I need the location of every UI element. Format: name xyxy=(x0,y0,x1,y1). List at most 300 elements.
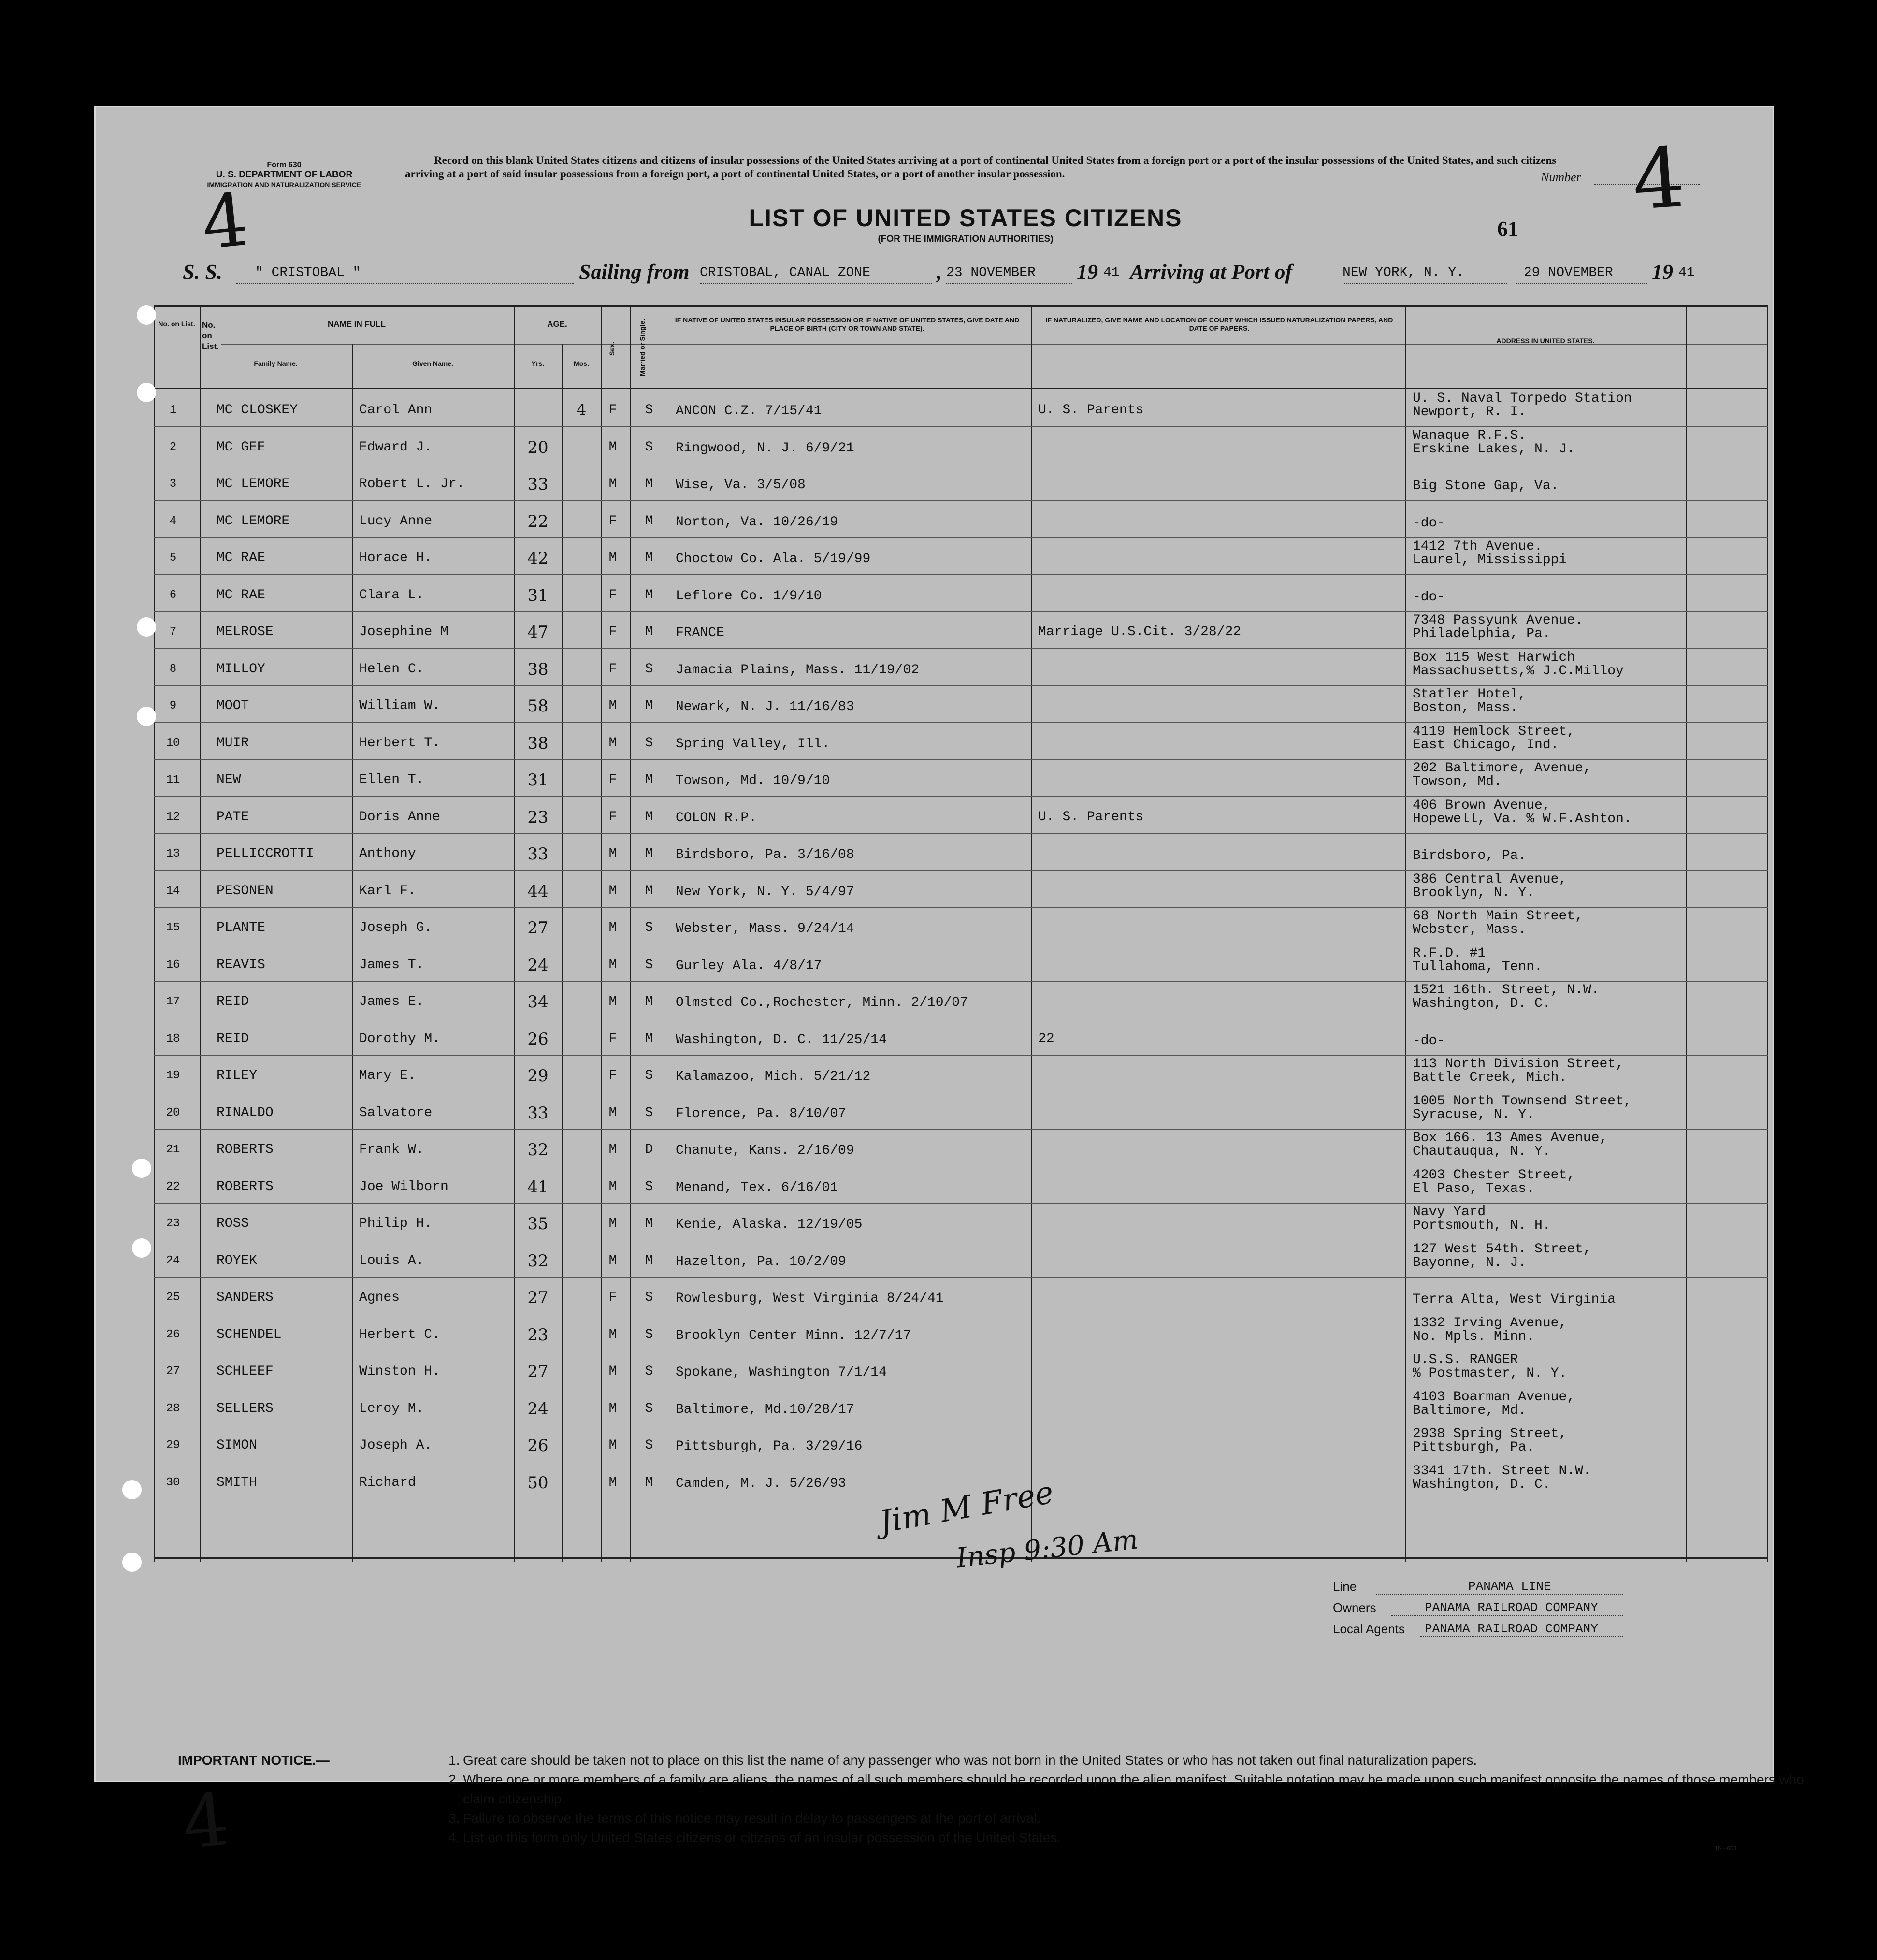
address-line-2: Hopewell, Va. % W.F.Ashton. xyxy=(1413,811,1632,827)
header-age: AGE. xyxy=(547,319,567,329)
row-number: 25 xyxy=(166,1291,180,1304)
birth-place-date: Washington, D. C. 11/25/14 xyxy=(676,1032,887,1047)
age-years: 26 xyxy=(527,1029,549,1049)
birth-place-date: Wise, Va. 3/5/08 xyxy=(676,478,806,493)
voyage-line xyxy=(183,260,1777,289)
birth-place-date: Newark, N. J. 11/16/83 xyxy=(676,699,854,714)
family-name: MILLOY xyxy=(217,661,265,677)
given-name: Frank W. xyxy=(359,1142,424,1157)
address xyxy=(1413,540,1567,567)
marital-status: M xyxy=(645,1475,653,1490)
birth-place-date: Rowlesburg, West Virginia 8/24/41 xyxy=(676,1291,944,1306)
sex: F xyxy=(608,403,617,418)
given-name: Leroy M. xyxy=(359,1401,424,1416)
address-line-2: El Paso, Texas. xyxy=(1413,1181,1535,1196)
address-line-2: Newport, R. I. xyxy=(1413,405,1527,420)
row-number: 27 xyxy=(166,1365,180,1378)
address-line-1: 386 Central Avenue, xyxy=(1413,871,1567,887)
address-line-2: -do- xyxy=(1413,1033,1445,1048)
number-value: 4 xyxy=(1629,130,1688,229)
marital-status: D xyxy=(645,1142,653,1157)
age-years: 58 xyxy=(527,697,549,716)
arriving-year-prefix: 19 xyxy=(1652,260,1673,284)
address-line-2: Terra Alta, West Virginia xyxy=(1413,1292,1616,1307)
punch-hole xyxy=(122,1553,142,1572)
table-row xyxy=(154,575,1768,612)
table-row xyxy=(154,501,1768,538)
address xyxy=(1413,1169,1575,1196)
age-years: 22 xyxy=(527,511,549,531)
address xyxy=(1413,1279,1616,1307)
marital-status: M xyxy=(645,698,653,713)
marital-status: S xyxy=(645,735,653,751)
agents-value: PANAMA RAILROAD COMPANY xyxy=(1425,1622,1598,1636)
family-name: PELLICCROTTI xyxy=(217,846,314,861)
birth-place-date: Jamacia Plains, Mass. 11/19/02 xyxy=(676,662,920,678)
address-line-2: Baltimore, Md. xyxy=(1413,1403,1527,1418)
given-name: Robert L. Jr. xyxy=(359,477,465,492)
birth-place-date: Spokane, Washington 7/1/14 xyxy=(676,1365,887,1380)
family-name: PESONEN xyxy=(217,883,274,899)
family-name: MELROSE xyxy=(217,624,274,639)
sailing-year: 41 xyxy=(1103,265,1120,280)
given-name: Joseph A. xyxy=(359,1438,433,1453)
row-number: 1 xyxy=(169,404,177,417)
address-line-1: Wanaque R.F.S. xyxy=(1413,428,1527,443)
given-name: Mary E. xyxy=(359,1068,416,1083)
address-line-1: 3341 17th. Street N.W. xyxy=(1413,1463,1591,1479)
birth-place-date: Norton, Va. 10/26/19 xyxy=(676,514,838,530)
given-name: Karl F. xyxy=(359,883,416,899)
address-line-1: 406 Brown Avenue, xyxy=(1413,798,1551,813)
row-number: 23 xyxy=(166,1217,180,1230)
address-line-2: Erskine Lakes, N. J. xyxy=(1413,441,1575,457)
sex: M xyxy=(608,551,617,566)
address xyxy=(1413,1132,1607,1159)
address-line-1: Box 115 West Harwich xyxy=(1413,650,1575,665)
family-name: SIMON xyxy=(217,1438,258,1453)
header-no-label: No. on List. xyxy=(158,320,195,328)
address xyxy=(1413,1058,1624,1085)
row-number: 16 xyxy=(166,958,180,972)
row-number: 29 xyxy=(166,1439,180,1452)
address-line-2: Big Stone Gap, Va. xyxy=(1413,479,1559,494)
address-line-1: 1412 7th Avenue. xyxy=(1413,539,1543,554)
age-years: 32 xyxy=(527,1251,549,1271)
table-row xyxy=(154,1241,1768,1278)
marital-status: M xyxy=(645,1216,653,1231)
age-years: 31 xyxy=(527,585,549,605)
address xyxy=(1413,651,1624,678)
age-years: 23 xyxy=(527,807,549,827)
marital-status: M xyxy=(645,624,653,639)
address xyxy=(1413,762,1591,789)
family-name: ROBERTS xyxy=(217,1142,274,1157)
marital-status: S xyxy=(645,1364,653,1379)
marital-status: S xyxy=(645,1290,653,1305)
given-name: Helen C. xyxy=(359,661,424,677)
address-line-1: 4203 Chester Street, xyxy=(1413,1167,1575,1183)
family-name: SANDERS xyxy=(217,1290,274,1305)
address-line-1: 202 Baltimore, Avenue, xyxy=(1413,761,1591,776)
address-line-2: Syracuse, N. Y. xyxy=(1413,1107,1535,1122)
row-number: 15 xyxy=(166,921,180,934)
given-name: Carol Ann xyxy=(359,403,433,418)
sailing-date-comma: , xyxy=(937,260,942,284)
ss-label: S. S. xyxy=(183,260,222,284)
birth-place-date: Birdsboro, Pa. 3/16/08 xyxy=(676,847,854,862)
family-name: SCHLEEF xyxy=(217,1364,274,1379)
punch-hole xyxy=(137,383,156,402)
address-line-1: 7348 Passyunk Avenue. xyxy=(1413,613,1583,628)
address xyxy=(1413,1095,1632,1122)
sex: F xyxy=(608,624,617,639)
address xyxy=(1413,1205,1551,1233)
family-name: MC LEMORE xyxy=(217,477,290,492)
line-label: Line xyxy=(1333,1579,1357,1594)
address-line-1 xyxy=(1413,466,1559,479)
table-row xyxy=(154,538,1768,575)
marital-status: S xyxy=(645,439,653,455)
age-years: 41 xyxy=(527,1177,549,1197)
family-name: RINALDO xyxy=(217,1105,274,1120)
row-number: 14 xyxy=(166,884,180,898)
page-number: 61 xyxy=(1497,217,1518,241)
sex: M xyxy=(608,1179,617,1194)
family-name: MC CLOSKEY xyxy=(217,403,298,418)
row-number: 12 xyxy=(166,810,180,824)
family-name: REID xyxy=(217,1031,249,1046)
passenger-table: No. on List. No. on List. NAME IN FULL Family Name. Given Name. AGE. Yrs. Mos. Sex. Married or Single. IF NATIVE OF UNITED STATES INSULAR POSSESSION OR IF NATIVE OF UNITED STATES, GIVE DATE AND PLACE OF BIRTH (CITY OR TOWN AND STATE). IF NATURALIZED, GIVE NAME AND LOCATION OF COURT WHICH ISSUED NATURALIZATION PAPERS, AND DATE OF PAPERS. ADDRESS IN UNITED STATES. 1 MC CLOSKEY Carol Ann 4 F S ANCON C.Z. 7/15/41 U. S. Parents U. S. Naval Torpedo Station Newport, R. I. 2 MC GEE Edward J. 20 M S Ringwood, N. J. 6/9/21 Wanaque R.F.S. Erskine Lakes, N. J. 3 MC LEMORE Robert L. Jr. 33 M M Wise, Va. 3/5/08 Big Stone Gap, Va. 4 MC LEMORE Lucy Anne 22 F M Norton, Va. 10/26/19 -do- 5 MC RAE Horace H. 42 M M Choctow Co. Ala. 5/19/99 1412 7th Avenue. Laurel, Mississippi 6 MC RAE Clara L. 31 F M Leflore Co. 1/9/10 -do- 7 MELROSE Josephine M 47 F M FRANCE Marriage U.S.Cit. 3/28/22 7348 Passyunk Avenue. Philadelphia, Pa. 8 MILLOY Helen C. 38 F S Jamacia Plains, Mass. 11/19/02 Box 115 West Harwich Massachusetts,% J.C.Milloy 9 MOOT William W. 58 M M Newark, N. J. 11/16/83 Statler Hotel, Boston, Mass. 10 MUIR Herbert T. 38 M S Spring Valley, Ill. 4119 Hemlock Street, East Chicago, Ind. 11 NEW Ellen T. 31 F M Towson, Md. 10/9/10 202 Baltimore, Avenue, Towson, Md. 12 PATE Doris Anne 23 F M COLON R.P. U. S. Parents 406 Brown Avenue, Hopewell, Va. % W.F.Ashton. 13 PELLICCROTTI Anthony 33 M M Birdsboro, Pa. 3/16/08 Birdsboro, Pa. 14 PESONEN Karl F. 44 M M New York, N. Y. 5/4/97 386 Central Avenue, Brooklyn, N. Y. 15 PLANTE Joseph G. 27 M S Webster, Mass. 9/24/14 68 North Main Street, Webster, Mass. 16 REAVIS James T. 24 M S Gurley Ala. 4/8/17 R.F.D. #1 Tullahoma, Tenn. 17 REID James E. 34 M M Olmsted Co.,Rochester, Minn. 2/10/07 1521 16th. Street, N.W. Washington, D. C. 18 REID Dorothy M. 26 F M Washington, D. C. 11/25/14 22 -do- 19 RILEY Mary E. 29 F S Kalamazoo, Mich. 5/21/12 113 North Division Street, Battle Creek, Mich. 20 RINALDO Salvatore 33 M S Florence, Pa. 8/10/07 1005 North Townsend Street, Syracuse, N. Y. 21 ROBERTS Frank W. 32 M D Chanute, Kans. 2/16/09 Box 166. 13 Ames Avenue, Chautauqua, N. Y. 22 ROBERTS Joe Wilborn 41 M S Menand, Tex. 6/16/01 4203 Chester Street, El Paso, Texas. 23 ROSS Philip H. 35 M M Kenie, Alaska. 12/19/05 Navy Yard Portsmouth, N. H. 24 ROYEK Louis A. 32 M M Hazelton, Pa. 10/2/09 127 West 54th. Street, Bayonne, N. J. 25 SANDERS Agnes 27 F S Rowlesburg, West Virginia 8/24/41 Terra Alta, West Virginia 26 SCHENDEL Herbert C. 23 M S Brooklyn Center Minn. 12/7/17 1332 Irving Avenue, No. Mpls. Minn. 27 SCHLEEF Winston H. 27 M S Spokane, Washington 7/1/14 U.S.S. RANGER % Postmaster, N. Y. 28 SELLERS Leroy M. 24 M S Baltimore, Md.10/28/17 4103 Boarman Avenue, Baltimore, Md. 29 SIMON Joseph A. 26 M S Pittsburgh, Pa. 3/29/16 2938 Spring Street, Pittsburgh, Pa. 30 SMITH Richard 50 M M Camden, M. J. 5/26/93 3341 17th. Street N.W. Washington, D. C. xyxy=(154,305,1768,1562)
marital-status: S xyxy=(645,1068,653,1083)
birth-place-date: Brooklyn Center Minn. 12/7/17 xyxy=(676,1328,911,1343)
birth-place-date: Choctow Co. Ala. 5/19/99 xyxy=(676,552,871,566)
birth-place-date: Spring Valley, Ill. xyxy=(676,736,830,752)
marital-status: M xyxy=(645,809,653,825)
table-row xyxy=(154,390,1768,427)
table-row xyxy=(154,427,1768,464)
header-yrs: Yrs. xyxy=(531,360,545,367)
address xyxy=(1413,910,1583,937)
arriving-year: 41 xyxy=(1678,265,1695,280)
address-line-1: U. S. Naval Torpedo Station xyxy=(1413,391,1632,406)
address xyxy=(1413,836,1526,863)
address-line-1: U.S.S. RANGER xyxy=(1413,1352,1518,1367)
address xyxy=(1413,392,1632,419)
address xyxy=(1413,1427,1567,1454)
notice-lead: IMPORTANT NOTICE.— xyxy=(178,1753,330,1768)
address-line-2: Tullahoma, Tenn. xyxy=(1413,959,1543,974)
punch-hole xyxy=(132,1238,151,1258)
address-line-1: Statler Hotel, xyxy=(1413,687,1527,702)
address-line-2: Birdsboro, Pa. xyxy=(1413,848,1527,863)
age-years: 23 xyxy=(527,1325,549,1345)
age-years: 31 xyxy=(527,770,549,790)
age-years: 20 xyxy=(527,437,549,457)
address xyxy=(1413,503,1445,530)
header-naturalized: IF NATURALIZED, GIVE NAME AND LOCATION OF COURT WHICH ISSUED NATURALIZATION PAPERS, AND DATE OF PAPERS. xyxy=(1045,316,1393,332)
marital-status: M xyxy=(645,846,653,861)
row-number: 8 xyxy=(169,662,177,676)
given-name: Herbert C. xyxy=(359,1327,441,1342)
given-name: Lucy Anne xyxy=(359,513,433,529)
birth-place-date: Florence, Pa. 8/10/07 xyxy=(676,1106,846,1121)
bottom-handwritten-number: 4 xyxy=(178,1777,233,1866)
table-row xyxy=(154,1019,1768,1056)
table-row xyxy=(154,760,1768,797)
given-name: Edward J. xyxy=(359,439,433,455)
sex: F xyxy=(608,772,617,787)
address-line-2: Webster, Mass. xyxy=(1413,922,1527,937)
marital-status: S xyxy=(645,661,653,677)
sex: F xyxy=(608,587,617,603)
address-line-2: Portsmouth, N. H. xyxy=(1413,1218,1551,1233)
table-row xyxy=(154,649,1768,686)
marital-status: M xyxy=(645,551,653,566)
address xyxy=(1413,1317,1567,1344)
given-name: Horace H. xyxy=(359,551,433,566)
family-name: MUIR xyxy=(217,735,249,751)
marital-status: M xyxy=(645,513,653,529)
age-years: 24 xyxy=(527,955,549,975)
address-line-2: Washington, D. C. xyxy=(1413,996,1551,1011)
table-row xyxy=(154,834,1768,871)
marital-status: S xyxy=(645,403,653,418)
punch-hole xyxy=(122,1480,142,1499)
family-name: MOOT xyxy=(217,698,249,713)
age-years: 27 xyxy=(527,1362,549,1381)
row-number: 10 xyxy=(166,736,180,750)
age-years: 33 xyxy=(527,475,549,494)
row-number: 13 xyxy=(166,847,180,860)
row-number: 7 xyxy=(169,625,177,639)
marital-status: S xyxy=(645,957,653,973)
address-line-1: R.F.D. #1 xyxy=(1413,945,1486,961)
family-name: SELLERS xyxy=(217,1401,274,1416)
given-name: Dorothy M. xyxy=(359,1031,441,1046)
arriving-label: Arriving at Port of xyxy=(1130,260,1293,284)
punch-hole xyxy=(137,707,156,726)
age-years: 42 xyxy=(527,549,549,568)
table-row xyxy=(154,1056,1768,1092)
age-years: 34 xyxy=(527,992,549,1012)
owners-value: PANAMA RAILROAD COMPANY xyxy=(1425,1600,1598,1615)
sex: F xyxy=(608,1290,617,1305)
family-name: ROSS xyxy=(217,1216,249,1231)
sex: F xyxy=(608,1031,617,1046)
table-row xyxy=(154,686,1768,723)
address-line-1: 1521 16th. Street, N.W. xyxy=(1413,983,1600,998)
address-line-1: 4103 Boarman Avenue, xyxy=(1413,1389,1575,1405)
family-name: MC LEMORE xyxy=(217,513,290,529)
address-line-1: 1005 North Townsend Street, xyxy=(1413,1093,1632,1109)
given-name: Ellen T. xyxy=(359,772,424,787)
form-number: Form 630 xyxy=(267,161,302,169)
birth-place-date: Towson, Md. 10/9/10 xyxy=(676,773,830,788)
agents-label: Local Agents xyxy=(1333,1622,1405,1636)
row-number: 6 xyxy=(169,588,177,602)
table-row xyxy=(154,1315,1768,1351)
address-line-2: Philadelphia, Pa. xyxy=(1413,626,1551,641)
address xyxy=(1413,1391,1575,1418)
row-number: 3 xyxy=(169,478,177,491)
number-label: Number xyxy=(1541,170,1581,184)
row-number: 17 xyxy=(166,995,180,1008)
family-name: PLANTE xyxy=(217,920,265,935)
age-years: 47 xyxy=(527,623,549,642)
age-years: 29 xyxy=(527,1066,549,1086)
manifest-sheet xyxy=(96,107,1805,1866)
header-given-name: Given Name. xyxy=(412,360,453,367)
birth-place-date: Hazelton, Pa. 10/2/09 xyxy=(676,1254,846,1269)
family-name: SCHENDEL xyxy=(217,1327,282,1342)
address-line-1 xyxy=(1413,577,1445,591)
given-name: Salvatore xyxy=(359,1105,433,1120)
sex: M xyxy=(608,477,617,492)
footer-owner-block xyxy=(1333,1579,1768,1642)
row-number: 19 xyxy=(166,1069,180,1082)
given-name: Philip H. xyxy=(359,1216,433,1231)
marital-status: S xyxy=(645,920,653,935)
row-number: 9 xyxy=(169,699,177,712)
sailing-from: CRISTOBAL, CANAL ZONE xyxy=(700,265,870,280)
address-line-1: Box 166. 13 Ames Avenue, xyxy=(1413,1131,1608,1146)
row-number: 26 xyxy=(166,1328,180,1341)
given-name: Agnes xyxy=(359,1290,400,1305)
sex: M xyxy=(608,1401,617,1416)
naturalization: 22 xyxy=(1038,1031,1054,1046)
address-line-1: 4119 Hemlock Street, xyxy=(1413,724,1575,739)
age-years: 35 xyxy=(527,1214,549,1234)
row-number: 18 xyxy=(166,1032,180,1045)
marital-status: M xyxy=(645,772,653,787)
table-row xyxy=(154,945,1768,982)
table-row xyxy=(154,1389,1768,1425)
table-row xyxy=(154,982,1768,1018)
sex: M xyxy=(608,1327,617,1342)
signature-time: Insp 9:30 Am xyxy=(954,1524,1140,1574)
header-married: Married or Single. xyxy=(638,319,646,377)
given-name: Doris Anne xyxy=(359,809,441,825)
printer-mark: 16—603 xyxy=(1715,1845,1737,1852)
marital-status: S xyxy=(645,1179,653,1194)
sex: M xyxy=(608,1438,617,1453)
address xyxy=(1413,688,1526,715)
row-number: 28 xyxy=(166,1402,180,1415)
row-number: 24 xyxy=(166,1254,180,1267)
marital-status: M xyxy=(645,477,653,492)
birth-place-date: Pittsburgh, Pa. 3/29/16 xyxy=(676,1439,863,1454)
birth-place-date: Gurley Ala. 4/8/17 xyxy=(676,958,822,973)
marital-status: M xyxy=(645,587,653,603)
punch-hole xyxy=(137,305,156,325)
address xyxy=(1413,873,1567,900)
header-sex: Sex. xyxy=(608,342,616,356)
header-address: ADDRESS IN UNITED STATES. xyxy=(1496,337,1595,345)
marital-status: M xyxy=(645,994,653,1009)
sailing-year-prefix: 19 xyxy=(1077,260,1098,284)
birth-place-date: ANCON C.Z. 7/15/41 xyxy=(676,404,822,419)
sex: F xyxy=(608,513,617,529)
address-line-1: Navy Yard xyxy=(1413,1205,1486,1220)
address xyxy=(1413,429,1575,456)
given-name: Joe Wilborn xyxy=(359,1179,448,1194)
address xyxy=(1413,947,1543,974)
table-row xyxy=(154,1093,1768,1130)
birth-place-date: New York, N. Y. 5/4/97 xyxy=(676,884,854,900)
birth-place-date: Chanute, Kans. 2/16/09 xyxy=(676,1143,854,1158)
age-years: 26 xyxy=(527,1436,549,1455)
given-name: James E. xyxy=(359,994,424,1009)
given-name: Louis A. xyxy=(359,1253,424,1268)
age-years: 33 xyxy=(527,1103,549,1123)
address-line-2: Towson, Md. xyxy=(1413,774,1502,789)
sex: M xyxy=(608,1475,617,1490)
table-row xyxy=(154,1167,1768,1204)
row-number: 20 xyxy=(166,1106,180,1119)
sex: M xyxy=(608,1216,617,1231)
owners-label: Owners xyxy=(1333,1600,1376,1615)
signature: Jim M Free xyxy=(877,1474,1056,1541)
page-title: LIST OF UNITED STATES CITIZENS xyxy=(749,204,1183,232)
given-name: James T. xyxy=(359,957,424,973)
address-line-2: Bayonne, N. J. xyxy=(1413,1255,1527,1270)
sex: M xyxy=(608,1105,617,1120)
birth-place-date: Webster, Mass. 9/24/14 xyxy=(676,921,854,936)
age-years: 27 xyxy=(527,918,549,938)
given-name: William W. xyxy=(359,698,441,713)
address-line-2: East Chicago, Ind. xyxy=(1413,737,1559,753)
address-line-1: 2938 Spring Street, xyxy=(1413,1426,1567,1441)
sex: M xyxy=(608,1364,617,1379)
table-row xyxy=(154,1351,1768,1388)
family-name: RILEY xyxy=(217,1068,258,1083)
address xyxy=(1413,725,1575,752)
birth-place-date: Ringwood, N. J. 6/9/21 xyxy=(676,440,854,456)
family-name: MC RAE xyxy=(217,587,265,603)
table-row xyxy=(154,1130,1768,1166)
table-row xyxy=(154,908,1768,944)
birth-place-date: Kenie, Alaska. 12/19/05 xyxy=(676,1217,863,1232)
address xyxy=(1413,1021,1445,1048)
address-line-2: Brooklyn, N. Y. xyxy=(1413,885,1535,900)
sex: M xyxy=(608,883,617,899)
punch-hole xyxy=(132,1159,151,1178)
address-line-2: % Postmaster, N. Y. xyxy=(1413,1366,1567,1381)
address xyxy=(1413,984,1599,1011)
age-months: 4 xyxy=(576,401,587,419)
given-name: Winston H. xyxy=(359,1364,441,1379)
sex: M xyxy=(608,920,617,935)
given-name: Clara L. xyxy=(359,587,424,603)
address-line-1: 127 West 54th. Street, xyxy=(1413,1241,1591,1257)
family-name: PATE xyxy=(217,809,249,825)
given-name: Anthony xyxy=(359,846,416,861)
birth-place-date: Kalamazoo, Mich. 5/21/12 xyxy=(676,1069,871,1084)
marital-status: S xyxy=(645,1401,653,1416)
family-name: ROYEK xyxy=(217,1253,258,1268)
age-years: 38 xyxy=(527,733,549,753)
row-number: 22 xyxy=(166,1180,180,1193)
address-line-1: 113 North Division Street, xyxy=(1413,1057,1624,1072)
table-row xyxy=(154,464,1768,501)
family-name: SMITH xyxy=(217,1475,258,1490)
table-row xyxy=(154,871,1768,908)
address-line-2: Chautauqua, N. Y. xyxy=(1413,1144,1551,1159)
age-years: 38 xyxy=(527,659,549,679)
birth-place-date: Camden, M. J. 5/26/93 xyxy=(676,1476,846,1491)
address-line-1: 1332 Irving Avenue, xyxy=(1413,1315,1567,1331)
